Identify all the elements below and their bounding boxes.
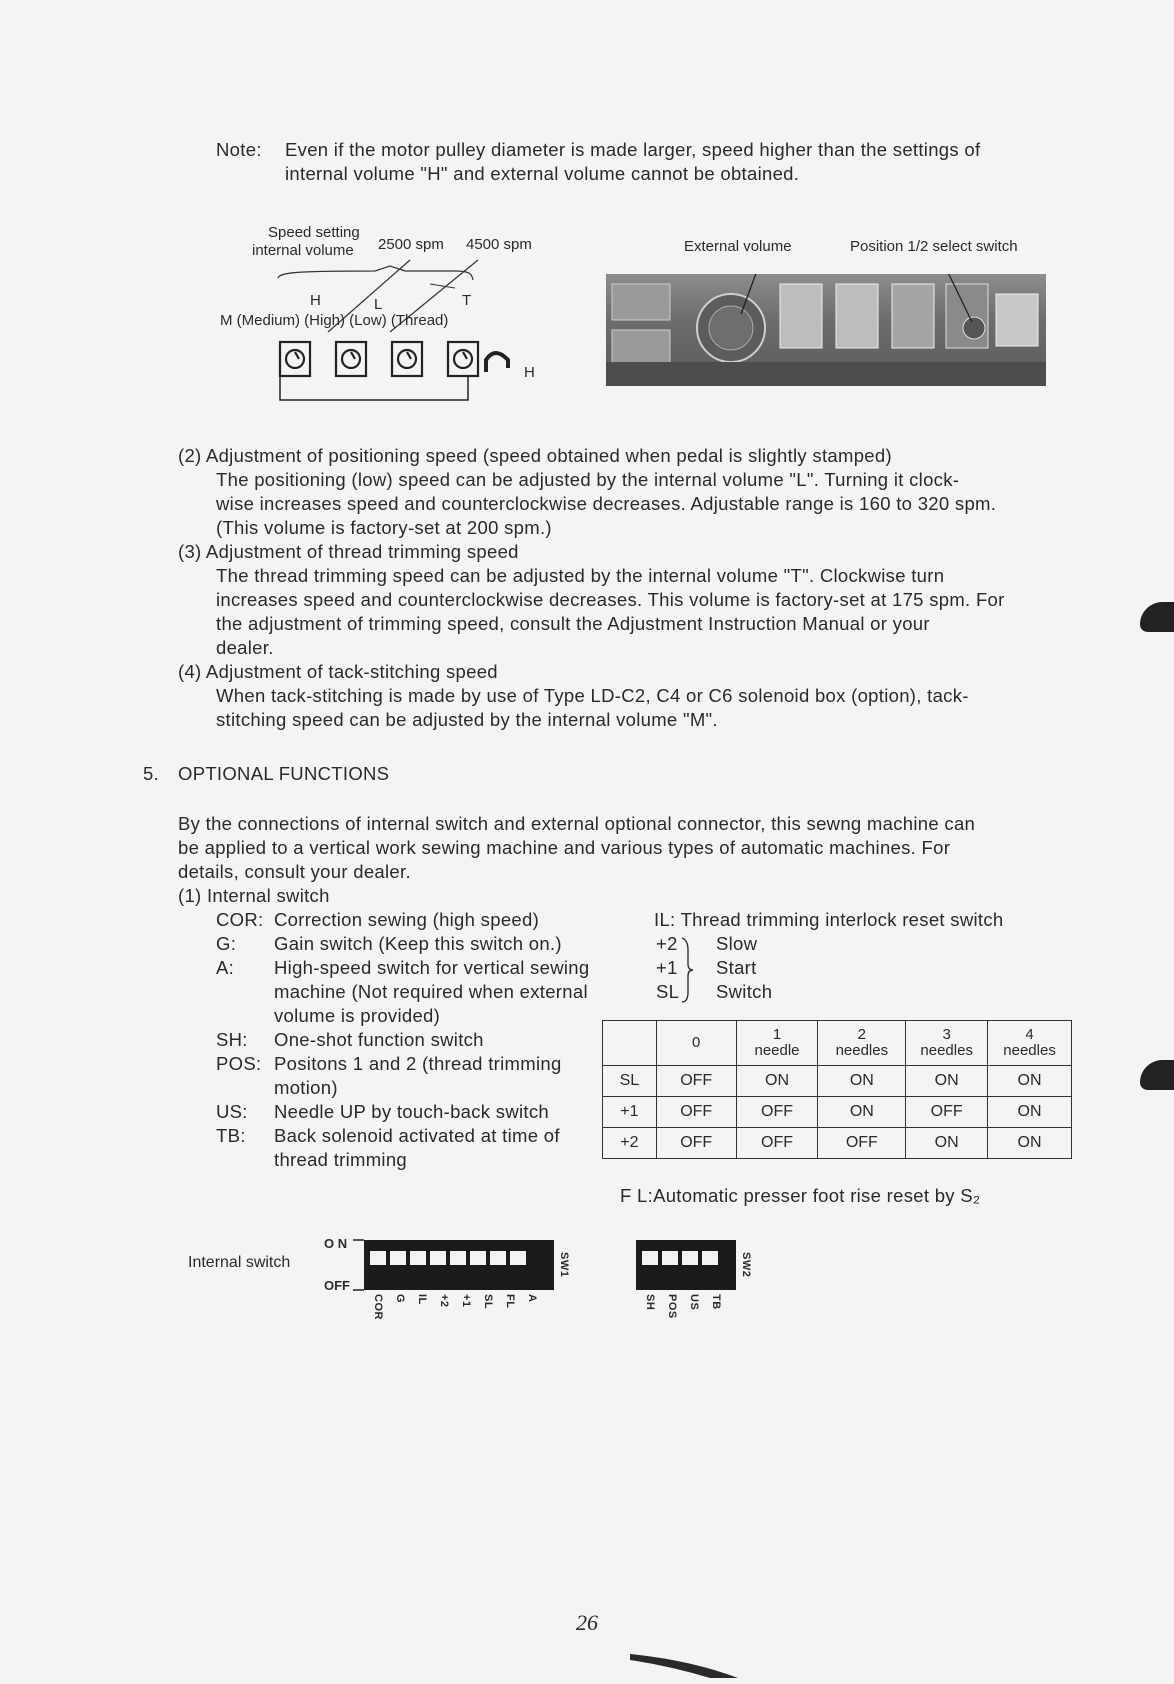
- table-header-cell: [906, 1021, 988, 1066]
- item-3-line-4: dealer.: [216, 637, 274, 658]
- punch-hole-artifact: [1140, 602, 1174, 632]
- speed-setting-label-1: Speed setting: [268, 224, 360, 241]
- table-cell: OFF: [656, 1097, 736, 1128]
- section-number: 5.: [143, 763, 160, 784]
- table-header-top: 3: [942, 1026, 951, 1043]
- item-3-title: (3) Adjustment of thread trimming speed: [178, 541, 519, 562]
- def-a-text-3: volume is provided): [274, 1005, 441, 1026]
- table-cell: OFF: [656, 1066, 736, 1097]
- table-header-cell: [988, 1021, 1072, 1066]
- intro-line-2: be applied to a vertical work sewing machine and various types of automatic machines. For: [178, 837, 951, 858]
- item-4-title: (4) Adjustment of tack-stitching speed: [178, 661, 498, 682]
- dip-key[interactable]: [702, 1251, 718, 1275]
- table-cell: OFF: [736, 1128, 818, 1159]
- position-switch-label: Position 1/2 select switch: [850, 238, 1018, 255]
- sw1-key-label: +2: [438, 1294, 450, 1308]
- item-4-line-2: stitching speed can be adjusted by the internal volume "M".: [216, 709, 718, 730]
- table-cell: OFF: [736, 1097, 818, 1128]
- volume-labels: M (Medium) (High) (Low) (Thread): [220, 312, 449, 329]
- dip-key[interactable]: [682, 1251, 698, 1275]
- table-row: [603, 1097, 1072, 1128]
- def-g-text: Gain switch (Keep this switch on.): [274, 933, 562, 954]
- l-marker: L: [374, 296, 383, 313]
- table-header-bottom: needle: [754, 1042, 800, 1059]
- internal-switch-title: (1) Internal switch: [178, 885, 330, 906]
- ss-key-plus1: +1: [656, 957, 678, 978]
- def-pos-key: POS:: [216, 1053, 262, 1074]
- intro-line-3: details, consult your dealer.: [178, 861, 411, 882]
- sw2-key-label: POS: [666, 1294, 678, 1319]
- table-cell: ON: [906, 1066, 988, 1097]
- def-pos-text-2: motion): [274, 1077, 338, 1098]
- fl-note: F L:Automatic presser foot rise reset by S₂: [620, 1185, 981, 1206]
- item-3-line-1: The thread trimming speed can be adjusted by the internal volume "T". Clockwise turn: [216, 565, 945, 586]
- def-pos-text-1: Positons 1 and 2 (thread trimming: [274, 1053, 562, 1074]
- ss-key-sl: SL: [656, 981, 680, 1002]
- table-cell: ON: [818, 1066, 906, 1097]
- item-3-line-2: increases speed and counterclockwise decreases. This volume is factory-set at 175 spm. For: [216, 589, 1005, 610]
- intro-line-1: By the connections of internal switch and external optional connector, this sewng machine can: [178, 813, 976, 834]
- sw1-key-label: A: [526, 1294, 538, 1303]
- speed-setting-label-2: internal volume: [252, 242, 354, 259]
- table-cell: SL: [603, 1066, 657, 1097]
- dip-key[interactable]: [370, 1251, 386, 1275]
- table-header-row: [603, 1021, 1072, 1066]
- note-line-1: Even if the motor pulley diameter is made larger, speed higher than the settings of: [285, 139, 981, 160]
- table-cell: +2: [603, 1128, 657, 1159]
- table-header-top: 0: [692, 1034, 701, 1051]
- sw1-key-label: SL: [482, 1294, 494, 1310]
- h-small-label: H: [524, 364, 535, 381]
- sw1-label: SW1: [558, 1252, 570, 1278]
- table-row: [603, 1066, 1072, 1097]
- item-2-line-1: The positioning (low) speed can be adjusted by the internal volume "L". Turning it clock-: [216, 469, 960, 490]
- dip-key[interactable]: [410, 1251, 426, 1275]
- def-us-text: Needle UP by touch-back switch: [274, 1101, 549, 1122]
- external-volume-label: External volume: [684, 238, 792, 255]
- sw2-key-labels: [638, 1294, 722, 1319]
- table-cell: ON: [736, 1066, 818, 1097]
- table-cell: OFF: [906, 1097, 988, 1128]
- item-3-line-3: the adjustment of trimming speed, consult the Adjustment Instruction Manual or your: [216, 613, 930, 634]
- on-label: O N: [324, 1236, 348, 1251]
- ss-val-start: Start: [716, 957, 757, 978]
- sw1-key-label: +1: [460, 1294, 472, 1308]
- table-header-bottom: needles: [1003, 1042, 1056, 1059]
- table-header-top: 1: [772, 1026, 782, 1043]
- ss-brace: [680, 934, 696, 1006]
- table-header-cell: [736, 1021, 818, 1066]
- table-cell: ON: [988, 1097, 1072, 1128]
- t-marker: T: [462, 292, 472, 309]
- sw1-key-label: FL: [504, 1294, 516, 1309]
- punch-hole-artifact: [1140, 1060, 1174, 1090]
- dip-key[interactable]: [470, 1251, 486, 1275]
- def-a-key: A:: [216, 957, 235, 978]
- off-label: OFF: [324, 1278, 350, 1293]
- table-header-cell: [818, 1021, 906, 1066]
- item-2-line-3: (This volume is factory-set at 200 spm.): [216, 517, 552, 538]
- item-2-title-text: (2) Adjustment of positioning speed (speed obtained when pedal is slightly stamped): [178, 445, 892, 466]
- sw1-key-label: COR: [372, 1294, 384, 1320]
- sw2-key-label: US: [688, 1294, 700, 1311]
- def-g-key: G:: [216, 933, 237, 954]
- h-marker: H: [310, 292, 321, 309]
- def-us-key: US:: [216, 1101, 248, 1122]
- table-header-top: 4: [1025, 1026, 1034, 1043]
- table-header-bottom: needles: [835, 1042, 889, 1059]
- def-a-text-1: High-speed switch for vertical sewing: [274, 957, 590, 978]
- dip-key[interactable]: [450, 1251, 466, 1275]
- def-cor-text: Correction sewing (high speed): [274, 909, 540, 930]
- switch-table: [602, 1020, 1072, 1159]
- sw1-key-label: IL: [416, 1294, 428, 1305]
- table-cell: OFF: [818, 1128, 906, 1159]
- sw2-key-label: SH: [644, 1294, 656, 1311]
- page-number: 26: [576, 1610, 598, 1635]
- dip-key[interactable]: [642, 1251, 658, 1275]
- sw1-key-labels: [366, 1294, 538, 1320]
- def-cor-key: COR:: [216, 909, 264, 930]
- sw2-label: SW2: [740, 1252, 752, 1278]
- section-title: OPTIONAL FUNCTIONS: [178, 763, 390, 784]
- dip-switch-sw2[interactable]: [636, 1240, 736, 1290]
- def-tb-text-1: Back solenoid activated at time of: [274, 1125, 560, 1146]
- table-header-cell: [656, 1021, 736, 1066]
- speed-4500-label: 4500 spm: [466, 236, 532, 253]
- note-label: Note:: [216, 139, 262, 160]
- table-header-top: 2: [857, 1026, 866, 1043]
- panel-photo-drawing: [606, 274, 1046, 386]
- table-cell: ON: [988, 1128, 1072, 1159]
- dip-key[interactable]: [490, 1251, 506, 1275]
- item-2-line-2: wise increases speed and counterclockwise decreases. Adjustable range is 160 to 320 spm.: [216, 493, 997, 514]
- sw1-key-label: G: [394, 1294, 406, 1304]
- def-tb-key: TB:: [216, 1125, 246, 1146]
- item-2-title: [178, 444, 1072, 468]
- dip-switch-sw1[interactable]: [364, 1240, 554, 1290]
- dip-key[interactable]: [662, 1251, 678, 1275]
- speed-2500-label: 2500 spm: [378, 236, 444, 253]
- page-edge-artifact: [630, 1650, 740, 1680]
- def-a-text-2: machine (Not required when external: [274, 981, 588, 1002]
- table-header-cell: [603, 1021, 657, 1066]
- table-header-bottom: needles: [920, 1042, 973, 1059]
- internal-volume-diagram: [210, 222, 580, 402]
- ss-key-plus2: +2: [656, 933, 678, 954]
- table-cell: ON: [906, 1128, 988, 1159]
- internal-switch-label: Internal switch: [188, 1254, 291, 1271]
- note-line-2: internal volume "H" and external volume cannot be obtained.: [285, 163, 800, 184]
- ss-val-slow: Slow: [716, 933, 758, 954]
- panel-photo: [606, 274, 1046, 386]
- table-cell: OFF: [656, 1128, 736, 1159]
- ss-val-switch: Switch: [716, 981, 773, 1002]
- dip-key[interactable]: [390, 1251, 406, 1275]
- def-il: IL: Thread trimming interlock reset switch: [654, 909, 1004, 930]
- dip-key[interactable]: [430, 1251, 446, 1275]
- table-cell: +1: [603, 1097, 657, 1128]
- dip-key[interactable]: [510, 1251, 526, 1275]
- table-cell: ON: [818, 1097, 906, 1128]
- table-row: [603, 1128, 1072, 1159]
- item-4-line-1: When tack-stitching is made by use of Type LD-C2, C4 or C6 solenoid box (option), tack-: [216, 685, 969, 706]
- table-cell: ON: [988, 1066, 1072, 1097]
- def-sh-key: SH:: [216, 1029, 248, 1050]
- def-sh-text: One-shot function switch: [274, 1029, 484, 1050]
- sw2-key-label: TB: [710, 1294, 722, 1310]
- def-tb-text-2: thread trimming: [274, 1149, 408, 1170]
